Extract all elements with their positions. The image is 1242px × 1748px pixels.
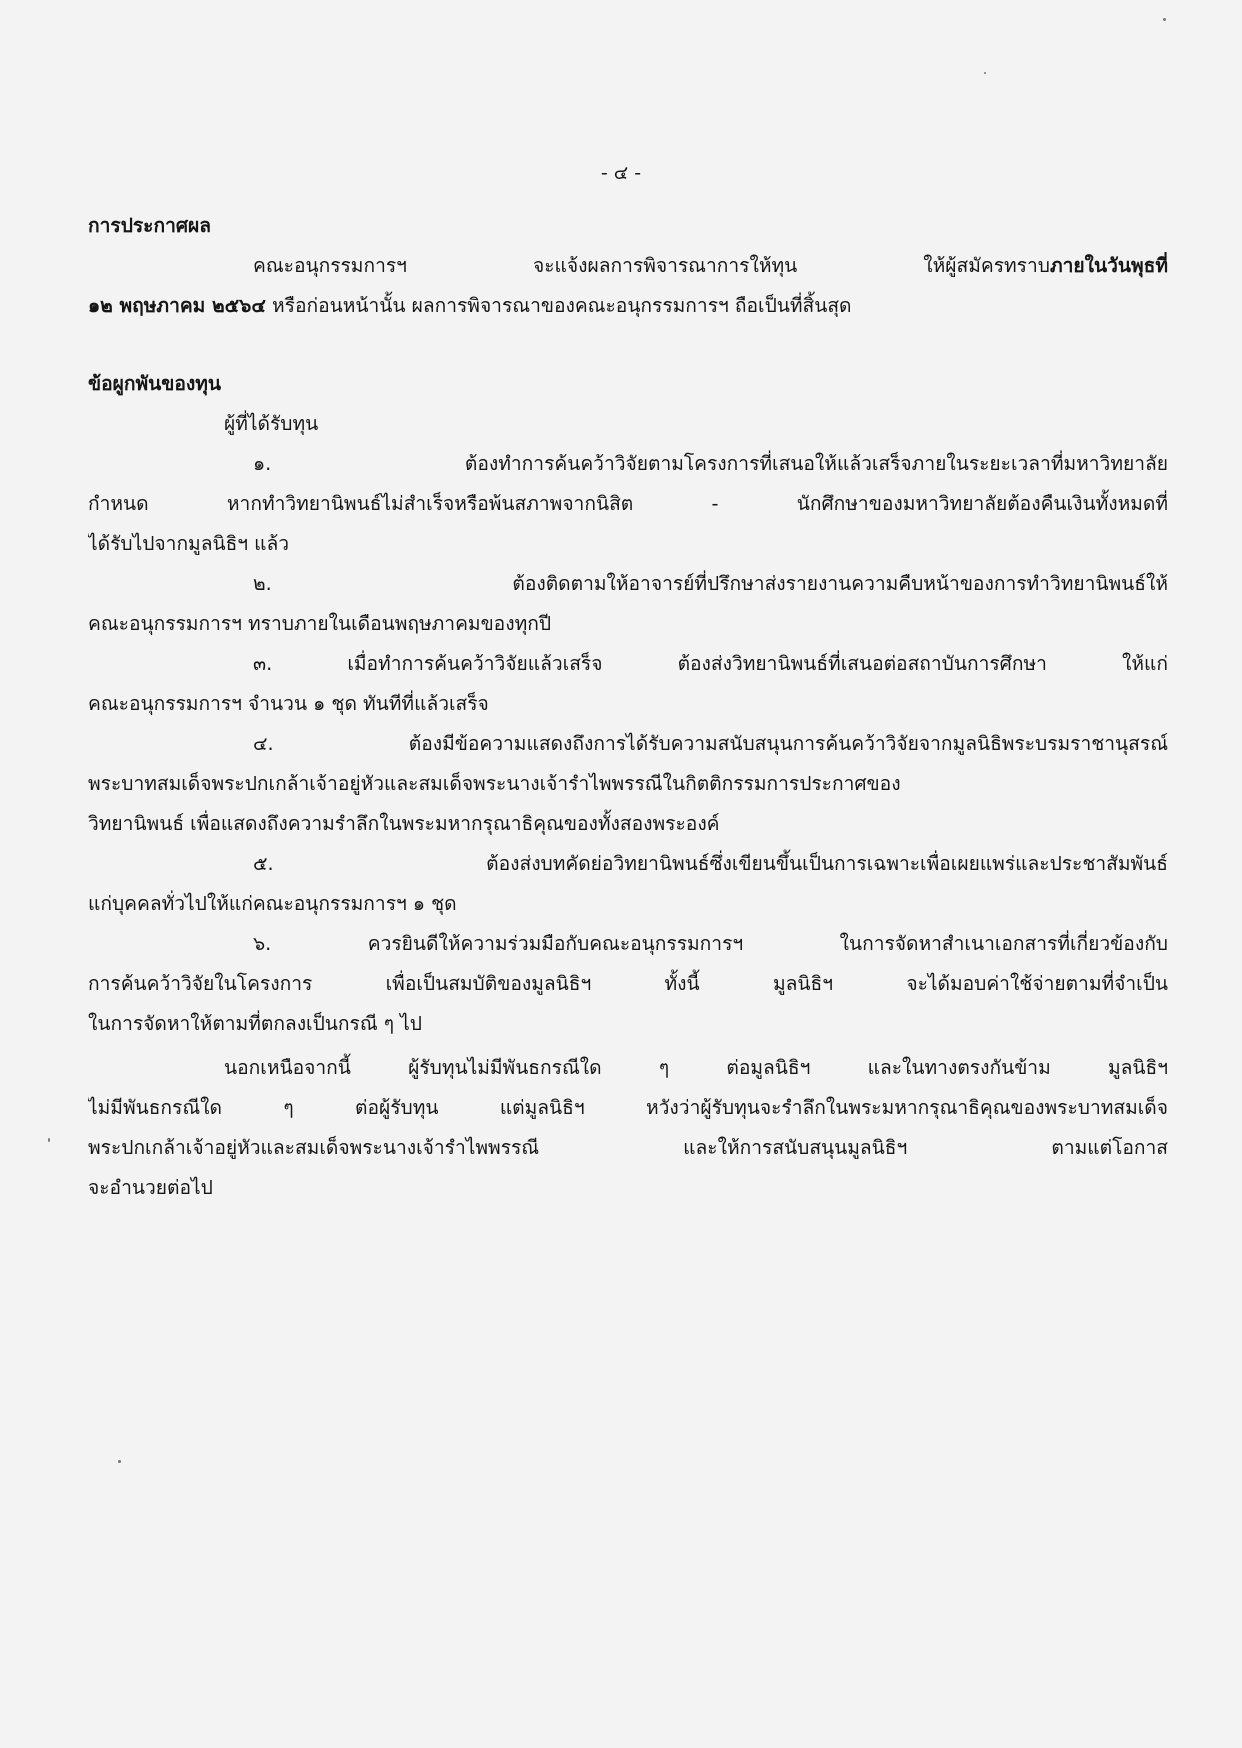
scan-speck <box>118 1460 121 1463</box>
scan-speck <box>1163 18 1166 21</box>
scan-speck <box>48 1138 50 1142</box>
obligation-item-5-line-2: แก่บุคคลทั่วไปให้แก่คณะอนุกรรมการฯ ๑ ชุด <box>88 892 457 915</box>
closing-line-1: นอกเหนือจากนี้ ผู้รับทุนไม่มีพันธกรณีใด ๆ ต่อมูลนิธิฯ และในทางตรงกันข้าม มูลนิธิฯ <box>224 1056 1168 1079</box>
announcement-date: ๑๒ พฤษภาคม ๒๕๖๔ <box>88 294 266 317</box>
closing-line-2: ไม่มีพันธกรณีใด ๆ ต่อผู้รับทุน แต่มูลนิธิฯ หวังว่าผู้รับทุนจะรำลึกในพระมหากรุณาธิคุณของพระบาทสมเด็จ <box>88 1096 1168 1119</box>
obligation-item-6-line-2: การค้นคว้าวิจัยในโครงการ เพื่อเป็นสมบัติของมูลนิธิฯ ทั้งนี้ มูลนิธิฯ จะได้มอบค่าใช้จ่ายตามที่จำเป็น <box>88 972 1168 995</box>
closing-line-4: จะอำนวยต่อไป <box>88 1176 213 1199</box>
obligation-item-1-line-3: ได้รับไปจากมูลนิธิฯ แล้ว <box>88 532 290 555</box>
obligation-item-6-line-3: ในการจัดหาให้ตามที่ตกลงเป็นกรณี ๆ ไป <box>88 1012 422 1035</box>
obligation-item-2-line-2: คณะอนุกรรมการฯ ทราบภายในเดือนพฤษภาคมของทุกปี <box>88 612 552 635</box>
section-heading-obligations: ข้อผูกพันของทุน <box>88 372 222 395</box>
section-gap <box>88 326 1168 364</box>
section-heading-announcement: การประกาศผล <box>88 214 212 237</box>
obligation-item-3-line-2: คณะอนุกรรมการฯ จำนวน ๑ ชุด ทันทีที่แล้วเสร็จ <box>88 692 489 715</box>
announcement-text: คณะอนุกรรมการฯ จะแจ้งผลการพิจารณาการให้ทุน ให้ผู้สมัครทราบ <box>253 254 1050 277</box>
closing-line-3: พระปกเกล้าเจ้าอยู่หัวและสมเด็จพระนางเจ้ารำไพพรรณี และให้การสนับสนุนมูลนิธิฯ ตามแต่โอกาส <box>88 1136 1168 1159</box>
document-body <box>88 206 1168 1208</box>
scan-speck <box>984 72 986 74</box>
obligation-item-1-line-1: ๑. ต้องทำการค้นคว้าวิจัยตามโครงการที่เสนอให้แล้วเสร็จภายในระยะเวลาที่มหาวิทยาลัย <box>253 452 1168 475</box>
obligation-item-3-line-1: ๓. เมื่อทำการค้นคว้าวิจัยแล้วเสร็จ ต้องส่งวิทยานิพนธ์ที่เสนอต่อสถาบันการศึกษา ให้แก่ <box>253 652 1168 675</box>
obligation-item-4-line-3: วิทยานิพนธ์ เพื่อแสดงถึงความรำลึกในพระมหากรุณาธิคุณของทั้งสองพระองค์ <box>88 812 720 835</box>
announcement-date-emphasis: ภายในวันพุธที่ <box>1049 254 1168 277</box>
obligation-item-5-line-1: ๕. ต้องส่งบทคัดย่อวิทยานิพนธ์ซึ่งเขียนขึ้นเป็นการเฉพาะเพื่อเผยแพร่และประชาสัมพันธ์ <box>253 852 1168 875</box>
obligation-item-4-line-1: ๔. ต้องมีข้อความแสดงถึงการได้รับความสนับสนุนการค้นคว้าวิจัยจากมูลนิธิพระบรมราชานุสรณ์ <box>253 732 1168 755</box>
page-number: - ๔ - <box>600 162 642 184</box>
obligation-item-2-line-1: ๒. ต้องติดตามให้อาจารย์ที่ปรึกษาส่งรายงานความคืบหน้าของการทำวิทยานิพนธ์ให้ <box>253 572 1168 595</box>
obligation-item-6-line-1: ๖. ควรยินดีให้ความร่วมมือกับคณะอนุกรรมการฯ ในการจัดหาสำเนาเอกสารที่เกี่ยวข้องกับ <box>253 932 1168 955</box>
obligation-item-4-line-2: พระบาทสมเด็จพระปกเกล้าเจ้าอยู่หัวและสมเด็จพระนางเจ้ารำไพพรรณีในกิตติกรรมการประกาศของ <box>88 772 901 795</box>
obligations-intro: ผู้ที่ได้รับทุน <box>224 412 319 435</box>
announcement-line-1 <box>88 246 1168 286</box>
announcement-text: หรือก่อนหน้านั้น ผลการพิจารณาของคณะอนุกรรมการฯ ถือเป็นที่สิ้นสุด <box>265 294 852 317</box>
obligation-item-1-line-2: กำหนด หากทำวิทยานิพนธ์ไม่สำเร็จหรือพ้นสภาพจากนิสิต - นักศึกษาของมหาวิทยาลัยต้องคืนเงินทั้งหมดที่ <box>88 492 1168 515</box>
announcement-line-2 <box>88 286 1168 326</box>
